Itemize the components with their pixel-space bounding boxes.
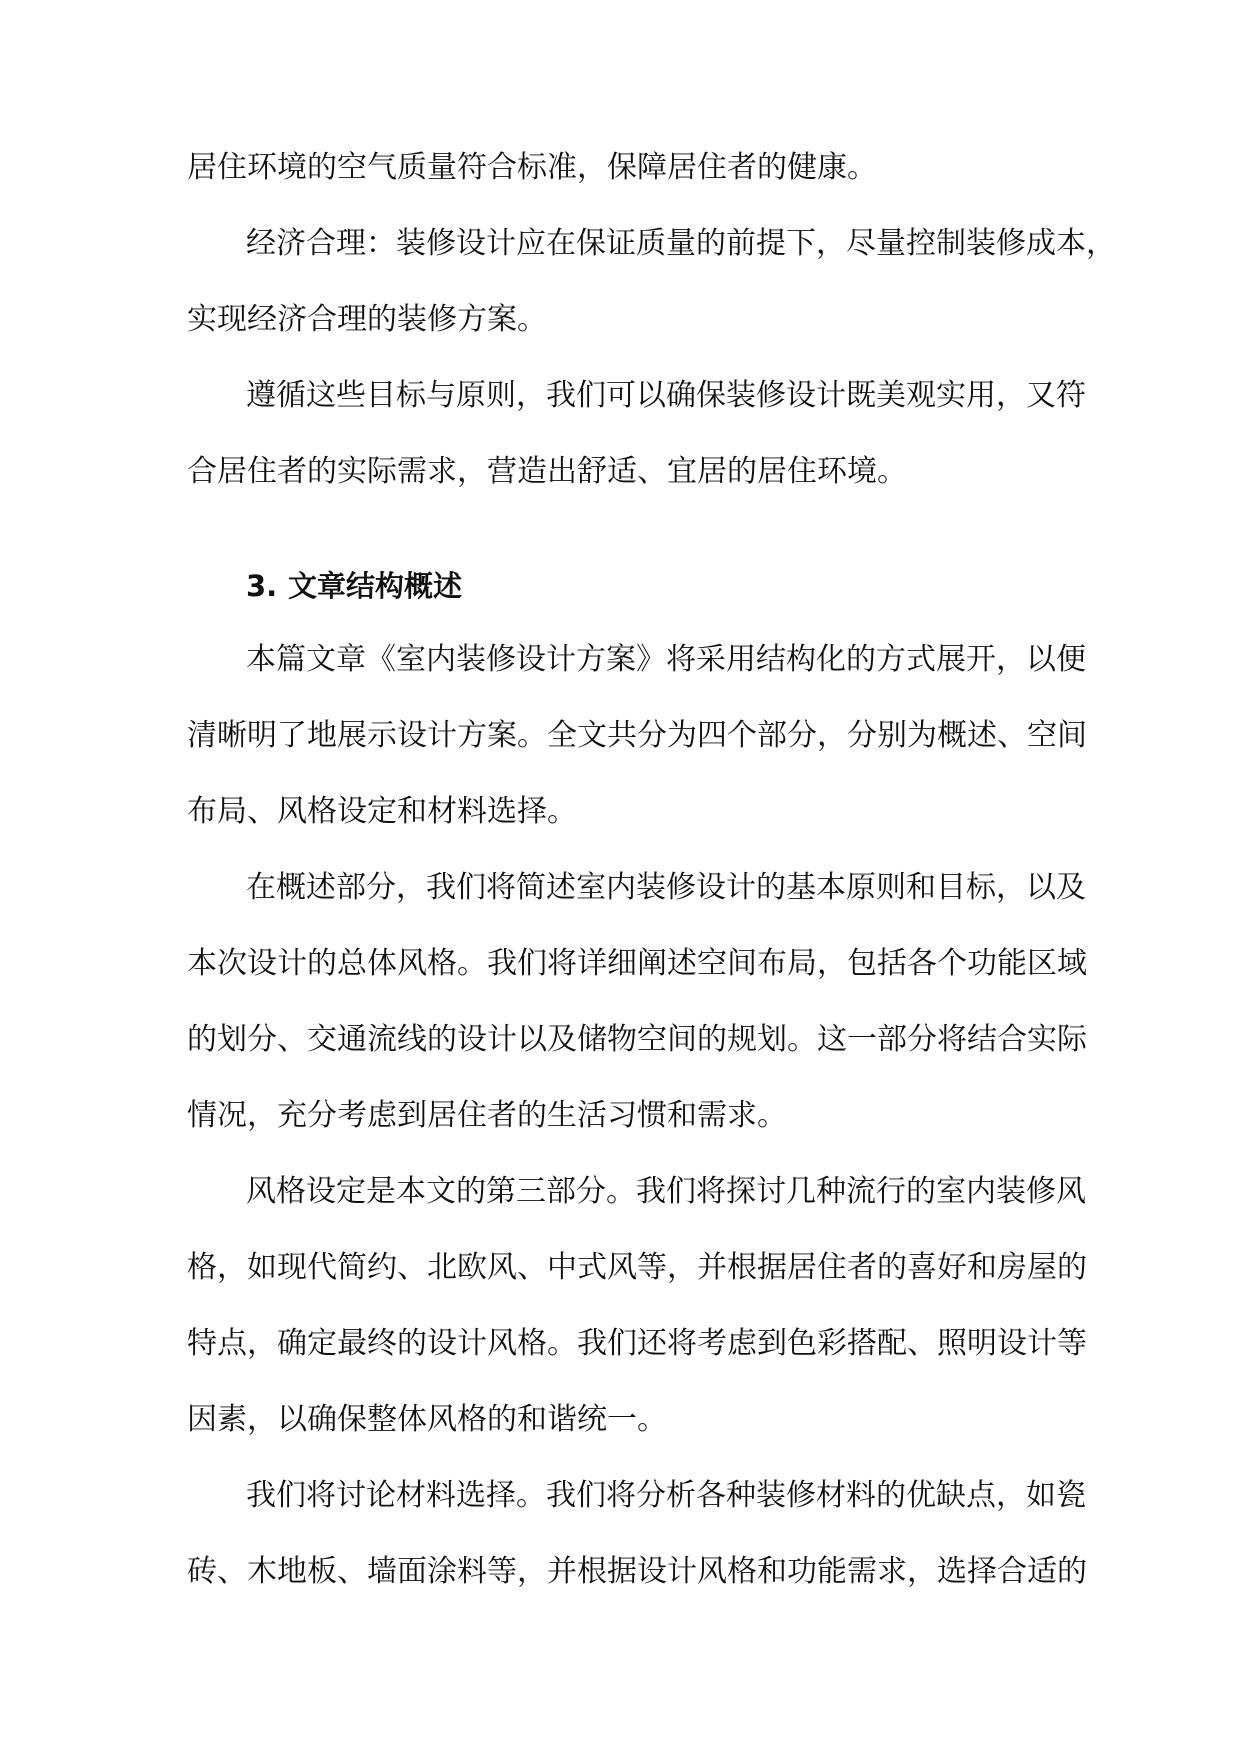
paragraph-line bbox=[0, 1324, 1241, 1364]
paragraph-line bbox=[0, 376, 1241, 416]
text-line: 我们将讨论材料选择。我们将分析各种装修材料的优缺点，如瓷 bbox=[246, 1478, 1086, 1513]
section-title: 文章结构概述 bbox=[288, 569, 463, 603]
paragraph-line bbox=[0, 1096, 1241, 1136]
paragraph-line bbox=[0, 1172, 1241, 1212]
text-line: 风格设定是本文的第三部分。我们将探讨几种流行的室内装修风 bbox=[246, 1174, 1086, 1209]
text-line: 的划分、交通流线的设计以及储物空间的规划。这一部分将结合实际 bbox=[187, 1022, 1087, 1057]
paragraph-line bbox=[0, 868, 1241, 908]
text-line: 格，如现代简约、北欧风、中式风等，并根据居住者的喜好和房屋的 bbox=[187, 1250, 1087, 1285]
text-line: 布局、风格设定和材料选择。 bbox=[187, 794, 577, 829]
paragraph-line bbox=[0, 224, 1241, 264]
paragraph-line bbox=[0, 452, 1241, 492]
text-line: 居住环境的空气质量符合标准，保障居住者的健康。 bbox=[187, 150, 877, 185]
text-line: 实现经济合理的装修方案。 bbox=[187, 302, 547, 337]
paragraph-line bbox=[0, 1020, 1241, 1060]
text-line: 砖、木地板、墙面涂料等，并根据设计风格和功能需求，选择合适的 bbox=[187, 1554, 1087, 1589]
paragraph-line bbox=[0, 792, 1241, 832]
paragraph-line bbox=[0, 1400, 1241, 1440]
paragraph-line bbox=[0, 640, 1241, 680]
text-line: 在概述部分，我们将简述室内装修设计的基本原则和目标，以及 bbox=[246, 870, 1086, 905]
text-line: 情况，充分考虑到居住者的生活习惯和需求。 bbox=[187, 1098, 787, 1133]
paragraph-line bbox=[0, 300, 1241, 340]
text-line: 因素，以确保整体风格的和谐统一。 bbox=[187, 1402, 667, 1437]
paragraph-line bbox=[0, 1552, 1241, 1592]
section-number: 3. bbox=[246, 569, 278, 603]
paragraph-line bbox=[0, 944, 1241, 984]
paragraph-line bbox=[0, 148, 1241, 188]
text-line: 遵循这些目标与原则，我们可以确保装修设计既美观实用，又符 bbox=[246, 378, 1086, 413]
paragraph-line bbox=[0, 716, 1241, 756]
text-line: 本篇文章《室内装修设计方案》将采用结构化的方式展开，以便 bbox=[246, 642, 1086, 677]
paragraph-line bbox=[0, 1248, 1241, 1288]
paragraph-line bbox=[0, 1476, 1241, 1516]
text-line: 合居住者的实际需求，营造出舒适、宜居的居住环境。 bbox=[187, 454, 907, 489]
text-line: 清晰明了地展示设计方案。全文共分为四个部分，分别为概述、空间 bbox=[187, 718, 1087, 753]
text-line: 经济合理：装修设计应在保证质量的前提下，尽量控制装修成本， bbox=[246, 226, 1116, 261]
text-line: 本次设计的总体风格。我们将详细阐述空间布局，包括各个功能区域 bbox=[187, 946, 1087, 981]
text-line: 特点，确定最终的设计风格。我们还将考虑到色彩搭配、照明设计等 bbox=[187, 1326, 1087, 1361]
section-heading bbox=[246, 566, 462, 606]
